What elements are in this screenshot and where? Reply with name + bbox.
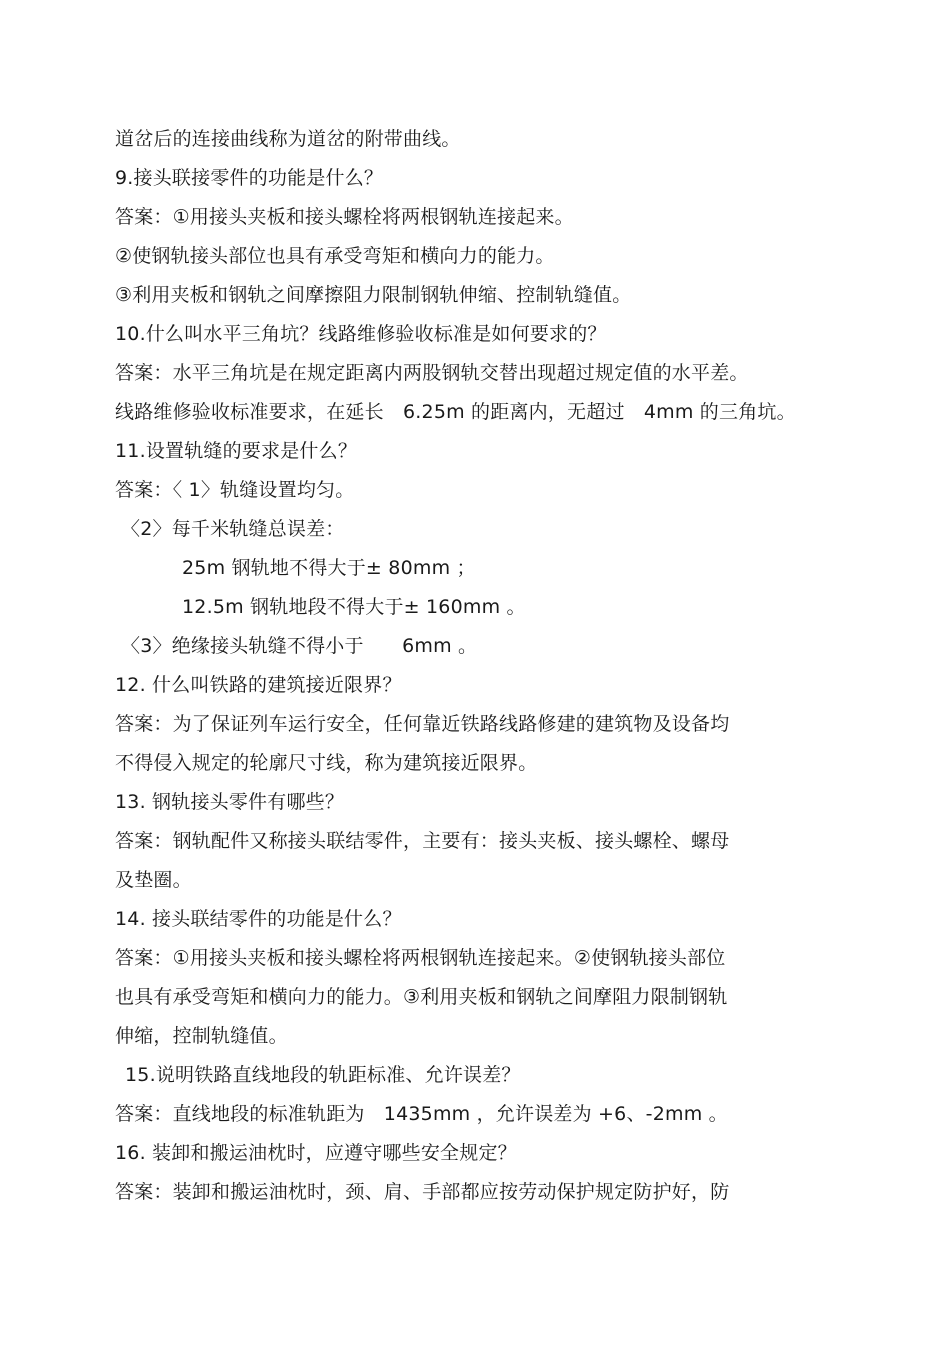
answer-line: 答案：直线地段的标准轨距为 1435mm ，允许误差为 +6、-2mm 。	[115, 1103, 728, 1125]
answer-line: 答案：水平三角坑是在规定距离内两股钢轨交替出现超过规定值的水平差。	[115, 362, 749, 384]
question-15: 15.说明铁路直线地段的轨距标准、允许误差？	[125, 1064, 521, 1086]
answer-line: ③利用夹板和钢轨之间摩擦阻力限制钢轨伸缩、控制轨缝值。	[115, 284, 632, 306]
answer-line: 不得侵入规定的轮廓尺寸线，称为建筑接近限界。	[115, 752, 538, 774]
question-16: 16. 装卸和搬运油枕时，应遵守哪些安全规定？	[115, 1142, 517, 1164]
answer-line: 伸缩，控制轨缝值。	[115, 1025, 288, 1047]
question-13: 13. 钢轨接头零件有哪些？	[115, 791, 345, 813]
answer-line: 答案：〈 1〉轨缝设置均匀。	[115, 479, 355, 501]
answer-line: 12.5m 钢轨地段不得大于± 160mm 。	[182, 596, 526, 618]
answer-line: 答案：钢轨配件又称接头联结零件，主要有：接头夹板、接头螺栓、螺母	[115, 830, 730, 852]
question-14: 14. 接头联结零件的功能是什么？	[115, 908, 402, 930]
question-12: 12. 什么叫铁路的建筑接近限界？	[115, 674, 402, 696]
text-line: 道岔后的连接曲线称为道岔的附带曲线。	[115, 128, 461, 150]
answer-line: 25m 钢轨地不得大于± 80mm ；	[182, 557, 476, 579]
answer-line: 及垫圈。	[115, 869, 192, 891]
answer-line: 答案：为了保证列车运行安全，任何靠近铁路线路修建的建筑物及设备均	[115, 713, 730, 735]
answer-line: 答案：①用接头夹板和接头螺栓将两根钢轨连接起来。②使钢轨接头部位	[115, 947, 726, 969]
question-11: 11.设置轨缝的要求是什么？	[115, 440, 358, 462]
question-9: 9.接头联接零件的功能是什么？	[115, 167, 384, 189]
answer-line: 答案：装卸和搬运油枕时，颈、肩、手部都应按劳动保护规定防护好，防	[115, 1181, 730, 1203]
answer-line: 线路维修验收标准要求，在延长 6.25m 的距离内，无超过 4mm 的三角坑。	[115, 401, 796, 423]
answer-line: 也具有承受弯矩和横向力的能力。③利用夹板和钢轨之间摩阻力限制钢轨	[115, 986, 728, 1008]
answer-line: ②使钢轨接头部位也具有承受弯矩和横向力的能力。	[115, 245, 555, 267]
answer-line: 答案：①用接头夹板和接头螺栓将两根钢轨连接起来。	[115, 206, 574, 228]
answer-line: 〈2〉每千米轨缝总误差：	[121, 518, 345, 540]
answer-line: 〈3〉绝缘接头轨缝不得小于 6mm 。	[121, 635, 478, 657]
question-10: 10.什么叫水平三角坑？线路维修验收标准是如何要求的？	[115, 323, 607, 345]
